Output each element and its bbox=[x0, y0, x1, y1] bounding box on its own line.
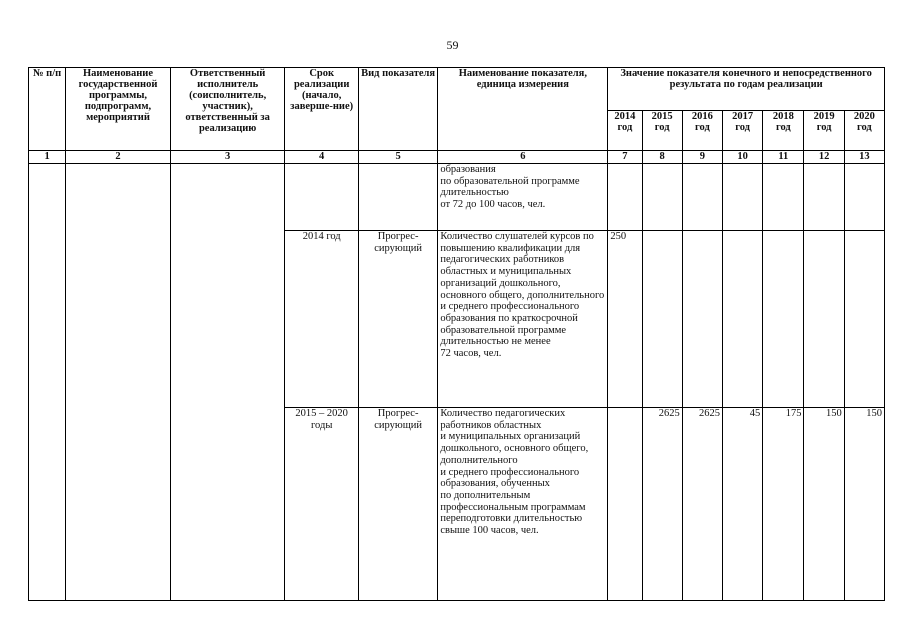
value-cell: 150 bbox=[844, 408, 884, 601]
value-cell bbox=[608, 408, 642, 601]
header-year-2018: 2018 год bbox=[763, 111, 804, 151]
column-number: 7 bbox=[608, 151, 642, 164]
header-year-2017: 2017 год bbox=[722, 111, 762, 151]
column-number: 1 bbox=[29, 151, 66, 164]
column-number: 3 bbox=[170, 151, 285, 164]
indicator-name-cell: образования по образовательной программе длительностью от 72 до 100 часов, чел. bbox=[438, 164, 608, 231]
table-row bbox=[29, 164, 885, 231]
value-cell bbox=[844, 164, 884, 231]
value-cell bbox=[642, 164, 682, 231]
column-number: 10 bbox=[722, 151, 762, 164]
value-cell bbox=[608, 164, 642, 231]
value-cell bbox=[642, 231, 682, 408]
term-cell: 2014 год bbox=[285, 231, 358, 408]
header-year-2019: 2019 год bbox=[804, 111, 844, 151]
column-number: 8 bbox=[642, 151, 682, 164]
number-cell bbox=[29, 164, 66, 601]
indicator-name-cell: Количество слушателей курсов по повышению квалификации для педагогических работников областных и муниципальных организаций дошкольного, основного общего, дополнительного и среднего профессионального образования по краткосрочной образовательной программе длительностью не менее 72 часов, чел. bbox=[438, 231, 608, 408]
indicator-kind-cell bbox=[358, 164, 437, 231]
term-cell bbox=[285, 164, 358, 231]
value-cell bbox=[763, 231, 804, 408]
indicator-kind-cell: Прогрес-сирующий bbox=[358, 231, 437, 408]
header-number: № п/п bbox=[29, 68, 66, 151]
indicator-kind-cell: Прогрес-сирующий bbox=[358, 408, 437, 601]
value-cell: 150 bbox=[804, 408, 844, 601]
column-number: 13 bbox=[844, 151, 884, 164]
page-number: 59 bbox=[446, 38, 459, 52]
header-values-group: Значение показателя конечного и непосредственного результата по годам реализации bbox=[608, 68, 885, 111]
program-name-cell bbox=[66, 164, 171, 601]
header-year-2015: 2015 год bbox=[642, 111, 682, 151]
value-cell: 45 bbox=[722, 408, 762, 601]
indicator-name-cell: Количество педагогических работников областных и муниципальных организаций дошкольного, основного общего, дополнительного и среднего профессионального образования, обученных по дополнительным профессиональным программам переподготовки длительностью свыше 100 часов, чел. bbox=[438, 408, 608, 601]
header-year-2014: 2014 год bbox=[608, 111, 642, 151]
header-term: Срок реализации (начало, заверше-ние) bbox=[285, 68, 358, 151]
value-cell bbox=[682, 164, 722, 231]
header-indicator-name: Наименование показателя, единица измерения bbox=[438, 68, 608, 151]
value-cell: 2625 bbox=[682, 408, 722, 601]
header-year-2016: 2016 год bbox=[682, 111, 722, 151]
value-cell: 2625 bbox=[642, 408, 682, 601]
value-cell bbox=[682, 231, 722, 408]
value-cell bbox=[763, 164, 804, 231]
value-cell bbox=[844, 231, 884, 408]
header-indicator-kind: Вид показателя bbox=[358, 68, 437, 151]
value-cell bbox=[804, 231, 844, 408]
indicators-table bbox=[28, 67, 885, 601]
column-number: 2 bbox=[66, 151, 171, 164]
executor-cell bbox=[170, 164, 285, 601]
header-year-2020: 2020 год bbox=[844, 111, 884, 151]
value-cell bbox=[722, 164, 762, 231]
header-executor: Ответственный исполнитель (соисполнитель, участник), ответственный за реализацию bbox=[170, 68, 285, 151]
column-number: 6 bbox=[438, 151, 608, 164]
column-number: 11 bbox=[763, 151, 804, 164]
column-number: 5 bbox=[358, 151, 437, 164]
value-cell: 250 bbox=[608, 231, 642, 408]
value-cell: 175 bbox=[763, 408, 804, 601]
term-cell: 2015 – 2020 годы bbox=[285, 408, 358, 601]
column-number: 9 bbox=[682, 151, 722, 164]
column-number: 12 bbox=[804, 151, 844, 164]
value-cell bbox=[722, 231, 762, 408]
column-number: 4 bbox=[285, 151, 358, 164]
column-number-row bbox=[29, 151, 885, 164]
header-program-name: Наименование государственной программы, подпрограмм, мероприятий bbox=[66, 68, 171, 151]
value-cell bbox=[804, 164, 844, 231]
